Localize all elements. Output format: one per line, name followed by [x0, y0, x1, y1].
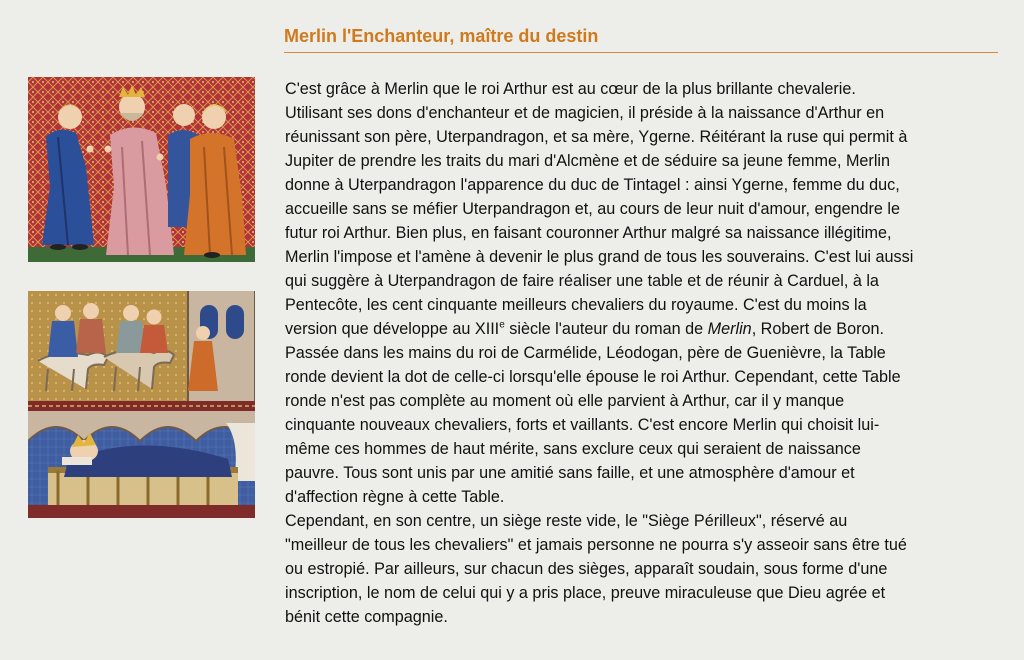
article-line: d'affection règne à cette Table. — [285, 488, 505, 506]
article-line: Pentecôte, les cent cinquante meilleurs chevaliers du royaume. C'est du moins la — [285, 296, 867, 314]
article-line: pauvre. Tous sont unis par une amitié sans faille, et une atmosphère d'amour et — [285, 464, 855, 482]
line-text: , Robert de Boron. — [751, 320, 884, 338]
line-text: version que développe au XIII — [285, 320, 500, 338]
book-title-merlin: Merlin — [707, 320, 752, 338]
page-title: Merlin l'Enchanteur, maître du destin — [284, 26, 599, 46]
article-body — [285, 77, 1013, 629]
article-line: qui suggère à Uterpandragon de faire réaliser une table et de réunir à Carduel, à la — [285, 272, 879, 290]
article-line: Jupiter de prendre les traits du mari d'Alcmène et de séduire sa jeune femme, Merlin — [285, 152, 891, 170]
illumination-uterpandragon-and-merlin — [28, 77, 255, 262]
article-line: accueille sans se méfier Uterpandragon et, au cours de leur nuit d'amour, engendre le — [285, 200, 900, 218]
article-line: futur roi Arthur. Bien plus, en faisant couronner Arthur malgré sa naissance illégitime, — [285, 224, 892, 242]
article-line: Merlin l'impose et l'amène à devenir le plus grand de tous les souverains. C'est lui aussi — [285, 248, 914, 266]
illumination-riders-and-sleeping-king — [28, 291, 255, 518]
line-text: siècle l'auteur du roman de — [504, 320, 708, 338]
article-line: ronde n'est pas complète au moment où elle parvient à Arthur, car il y manque — [285, 392, 845, 410]
article-line: Passée dans les mains du roi de Carmélide, Léodogan, père de Guenièvre, la Table — [285, 344, 886, 362]
article-line: inscription, le nom de celui qui y a pris place, preuve miraculeuse que Dieu agrée et — [285, 584, 886, 602]
article-line: réunissant son père, Uterpandragon, et sa mère, Ygerne. Réitérant la ruse qui permit à — [285, 128, 908, 146]
article-line: ronde devient la dot de celle-ci lorsqu'elle épouse le roi Arthur. Cependant, cette Table — [285, 368, 901, 386]
article-line-century — [285, 317, 1013, 341]
article-line: ou estropié. Par ailleurs, sur chacun des sièges, apparaît soudain, sous forme d'une — [285, 560, 888, 578]
article-line: même ces hommes de haut mérite, sans exclure ceux qui seraient de naissance — [285, 440, 861, 458]
article-line: C'est grâce à Merlin que le roi Arthur est au cœur de la plus brillante chevalerie. — [285, 80, 856, 98]
century-superscript: e — [499, 319, 505, 331]
article-line: bénit cette compagnie. — [285, 608, 448, 626]
article-line: Utilisant ses dons d'enchanteur et de magicien, il préside à la naissance d'Arthur en — [285, 104, 885, 122]
article-line: cinquante nouveaux chevaliers, forts et vaillants. C'est encore Merlin qui choisit lui- — [285, 416, 880, 434]
article-line: Cependant, en son centre, un siège reste vide, le "Siège Périlleux", réservé au — [285, 512, 848, 530]
article-line: "meilleur de tous les chevaliers" et jamais personne ne pourra s'y asseoir sans être tué — [285, 536, 907, 554]
title-divider — [284, 52, 998, 53]
article-line: donne à Uterpandragon l'apparence du duc de Tintagel : ainsi Ygerne, femme du duc, — [285, 176, 900, 194]
